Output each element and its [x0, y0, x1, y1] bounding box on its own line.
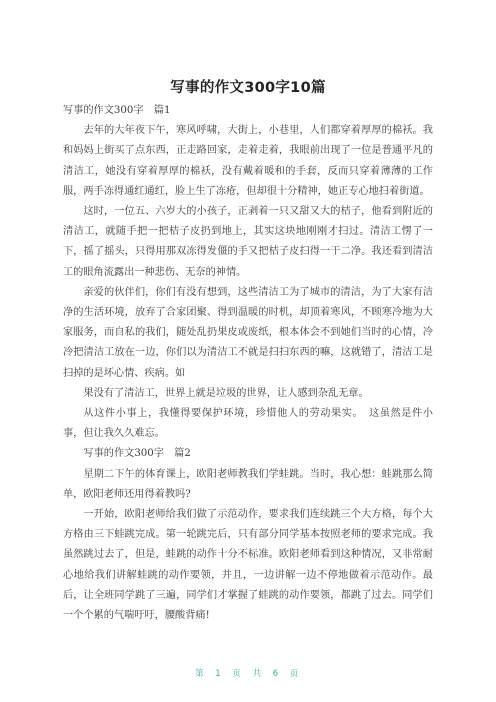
paragraph: 从这件小事上，我懂得要保护环境，珍惜他人的劳动果实。 这虽然是件小事，但让我久久难忘。 [63, 408, 433, 440]
paragraph: 星期二下午的体育课上，欧阳老师教我们学蛙跳。当时，我心想：蛙跳那么简单，欧阳老师还用得着教吗? [63, 468, 433, 500]
document-body [63, 101, 433, 626]
paragraph: 这时，一位五、六岁大的小孩子，正剥着一只又甜又大的桔子，他看到附近的清洁工，就随手把一把桔子皮扔到地上，其实这块地刚刚才扫过。清洁工愣了一下，摇了摇头，只得用那双冻得发僵的手又把桔子皮扫得一干二净。我还看到清洁工的眼角流露出一种悲伤、无奈的神情。 [63, 206, 433, 278]
page-number-footer: 第 1 页 共 6 页 [195, 669, 301, 679]
document-title: 写事的作文300字10篇 [170, 80, 326, 96]
paragraph: 亲爱的伙伴们，你们有没有想到，这些清洁工为了城市的清洁，为了大家有洁净的生活环境，放弃了合家团聚、得到温暖的时机，却顶着寒风，不顾寒冷地为大家服务，而自私的我们，随处乱扔果皮或废纸，根本体会不到她们当时的心情，冷冷把清洁工放在一边，你们以为清洁工不就是扫扫东西的嘛，这就错了，清洁工是扫掉的是坏心情、疾病。如 [63, 286, 433, 379]
paragraph: 去年的大年夜下午，寒风呼啸，大街上，小巷里，人们都穿着厚厚的棉袄。我和妈妈上街买了点东西，正走路回家，走着走着，我眼前出现了一位是普通平凡的清洁工，她没有穿着厚厚的棉袄，没有戴着暖和的手套，反而只穿着薄薄的工作服，两手冻得通红通红，脸上生了冻疮，但却很十分精神，她正专心地扫着街道。 [63, 125, 433, 197]
paragraph: 一开始，欧阳老师给我们做了示范动作，要求我们连续跳三个大方格，每个大方格由三下蛙跳完成。第一轮跳完后，只有部分同学基本按照老师的要求完成。我虽然跳过去了，但是，蛙跳的动作十分不标准。欧阳老师看到这种情况，又非常耐心地给我们讲解蛙跳的动作要领，并且，一边讲解一边不停地做着示范动作。最后，让全班同学跳了三遍，同学们才掌握了蛙跳的动作要领，都跳了过去。同学们一个个累的气喘吁吁，腰酸背痛! [63, 509, 433, 622]
section-heading-1: 写事的作文300字 篇1 [63, 105, 171, 116]
section-heading-2: 写事的作文300字 篇2 [83, 448, 191, 460]
paragraph: 果没有了清洁工，世界上就是垃圾的世界，让人感到杂乱无章。 [83, 387, 369, 399]
